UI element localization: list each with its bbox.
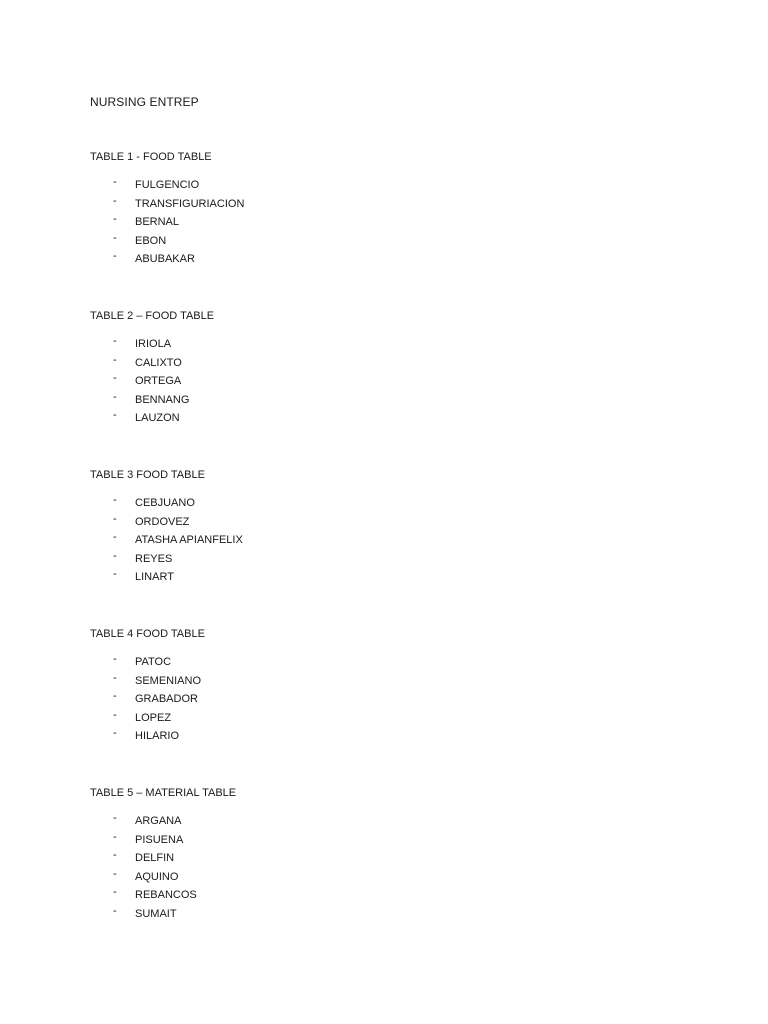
dash-bullet-icon: - xyxy=(113,176,117,188)
person-name: BERNAL xyxy=(135,216,180,229)
dash-bullet-icon: - xyxy=(113,531,117,544)
dash-bullet-icon: - xyxy=(113,830,117,843)
table-section-1 xyxy=(90,150,690,271)
person-name: CALIXTO xyxy=(135,356,182,369)
person-name: ABUBAKAR xyxy=(135,253,195,266)
list-item xyxy=(90,671,690,693)
dash-bullet-icon: - xyxy=(113,690,117,703)
list-item xyxy=(90,729,690,748)
dash-bullet-icon: - xyxy=(113,231,117,244)
dash-bullet-icon: - xyxy=(113,390,117,403)
person-name: EBON xyxy=(135,234,167,247)
table-section-4 xyxy=(90,627,690,748)
person-name: REBANCOS xyxy=(135,889,197,902)
list-item xyxy=(90,374,690,393)
list-item xyxy=(90,570,690,589)
person-name: FULGENCIO xyxy=(135,179,200,191)
person-name: ORDOVEZ xyxy=(135,515,190,528)
list-item xyxy=(90,337,690,356)
dash-bullet-icon: - xyxy=(113,867,117,880)
list-item xyxy=(90,814,690,833)
dash-bullet-icon: - xyxy=(113,886,117,899)
list-item xyxy=(90,533,690,552)
list-item xyxy=(90,231,690,253)
dash-bullet-icon: - xyxy=(113,671,117,684)
person-name: SEMENIANO xyxy=(135,674,202,687)
list-item xyxy=(90,496,690,515)
dash-bullet-icon: - xyxy=(113,549,117,562)
dash-bullet-icon: - xyxy=(113,409,117,422)
list-item xyxy=(90,252,690,271)
person-name: PATOC xyxy=(135,656,172,668)
person-name: PISUENA xyxy=(135,833,184,846)
list-item xyxy=(90,655,690,674)
dash-bullet-icon: - xyxy=(113,727,117,740)
dash-bullet-icon: - xyxy=(113,494,117,506)
name-list xyxy=(90,178,690,271)
table-section-5 xyxy=(90,786,690,926)
person-name: BENNANG xyxy=(135,393,190,406)
person-name: ARGANA xyxy=(135,815,182,827)
person-name: CEBJUANO xyxy=(135,497,195,509)
list-item xyxy=(90,178,690,197)
list-item xyxy=(90,888,690,907)
list-item xyxy=(90,851,690,870)
dash-bullet-icon: - xyxy=(113,194,117,207)
list-item xyxy=(90,194,690,216)
section-heading: TABLE 4 FOOD TABLE xyxy=(90,628,205,640)
name-list xyxy=(90,337,690,430)
list-item xyxy=(90,867,690,889)
list-item xyxy=(90,411,690,430)
table-section-3 xyxy=(90,468,690,589)
list-item xyxy=(90,904,690,926)
list-item xyxy=(90,512,690,534)
person-name: LINART xyxy=(135,571,174,584)
list-item xyxy=(90,830,690,852)
list-item xyxy=(90,549,690,571)
dash-bullet-icon: - xyxy=(113,812,117,824)
section-heading: TABLE 2 – FOOD TABLE xyxy=(90,310,215,322)
dash-bullet-icon: - xyxy=(113,250,117,263)
list-item xyxy=(90,708,690,730)
person-name: DELFIN xyxy=(135,852,175,865)
section-heading: TABLE 1 - FOOD TABLE xyxy=(90,151,212,163)
dash-bullet-icon: - xyxy=(113,708,117,721)
person-name: ATASHA APIANFELIX xyxy=(135,534,243,547)
section-heading: TABLE 5 – MATERIAL TABLE xyxy=(90,787,237,799)
section-heading: TABLE 3 FOOD TABLE xyxy=(90,469,205,481)
list-item xyxy=(90,692,690,711)
name-list xyxy=(90,814,690,926)
dash-bullet-icon: - xyxy=(113,372,117,385)
dash-bullet-icon: - xyxy=(113,849,117,862)
list-item xyxy=(90,353,690,375)
dash-bullet-icon: - xyxy=(113,213,117,226)
dash-bullet-icon: - xyxy=(113,653,117,665)
dash-bullet-icon: - xyxy=(113,904,117,917)
dash-bullet-icon: - xyxy=(113,353,117,366)
person-name: IRIOLA xyxy=(135,338,172,350)
person-name: GRABADOR xyxy=(135,693,198,706)
name-list xyxy=(90,496,690,589)
list-item xyxy=(90,390,690,412)
person-name: ORTEGA xyxy=(135,375,182,388)
person-name: TRANSFIGURIACION xyxy=(135,197,245,210)
list-item xyxy=(90,215,690,234)
name-list xyxy=(90,655,690,748)
person-name: REYES xyxy=(135,552,173,565)
dash-bullet-icon: - xyxy=(113,568,117,581)
document-title: NURSING ENTREP xyxy=(90,95,199,109)
table-section-2 xyxy=(90,309,690,430)
dash-bullet-icon: - xyxy=(113,335,117,347)
person-name: HILARIO xyxy=(135,730,180,743)
person-name: SUMAIT xyxy=(135,907,177,920)
dash-bullet-icon: - xyxy=(113,512,117,525)
person-name: LOPEZ xyxy=(135,711,172,724)
person-name: AQUINO xyxy=(135,870,179,883)
person-name: LAUZON xyxy=(135,412,180,425)
